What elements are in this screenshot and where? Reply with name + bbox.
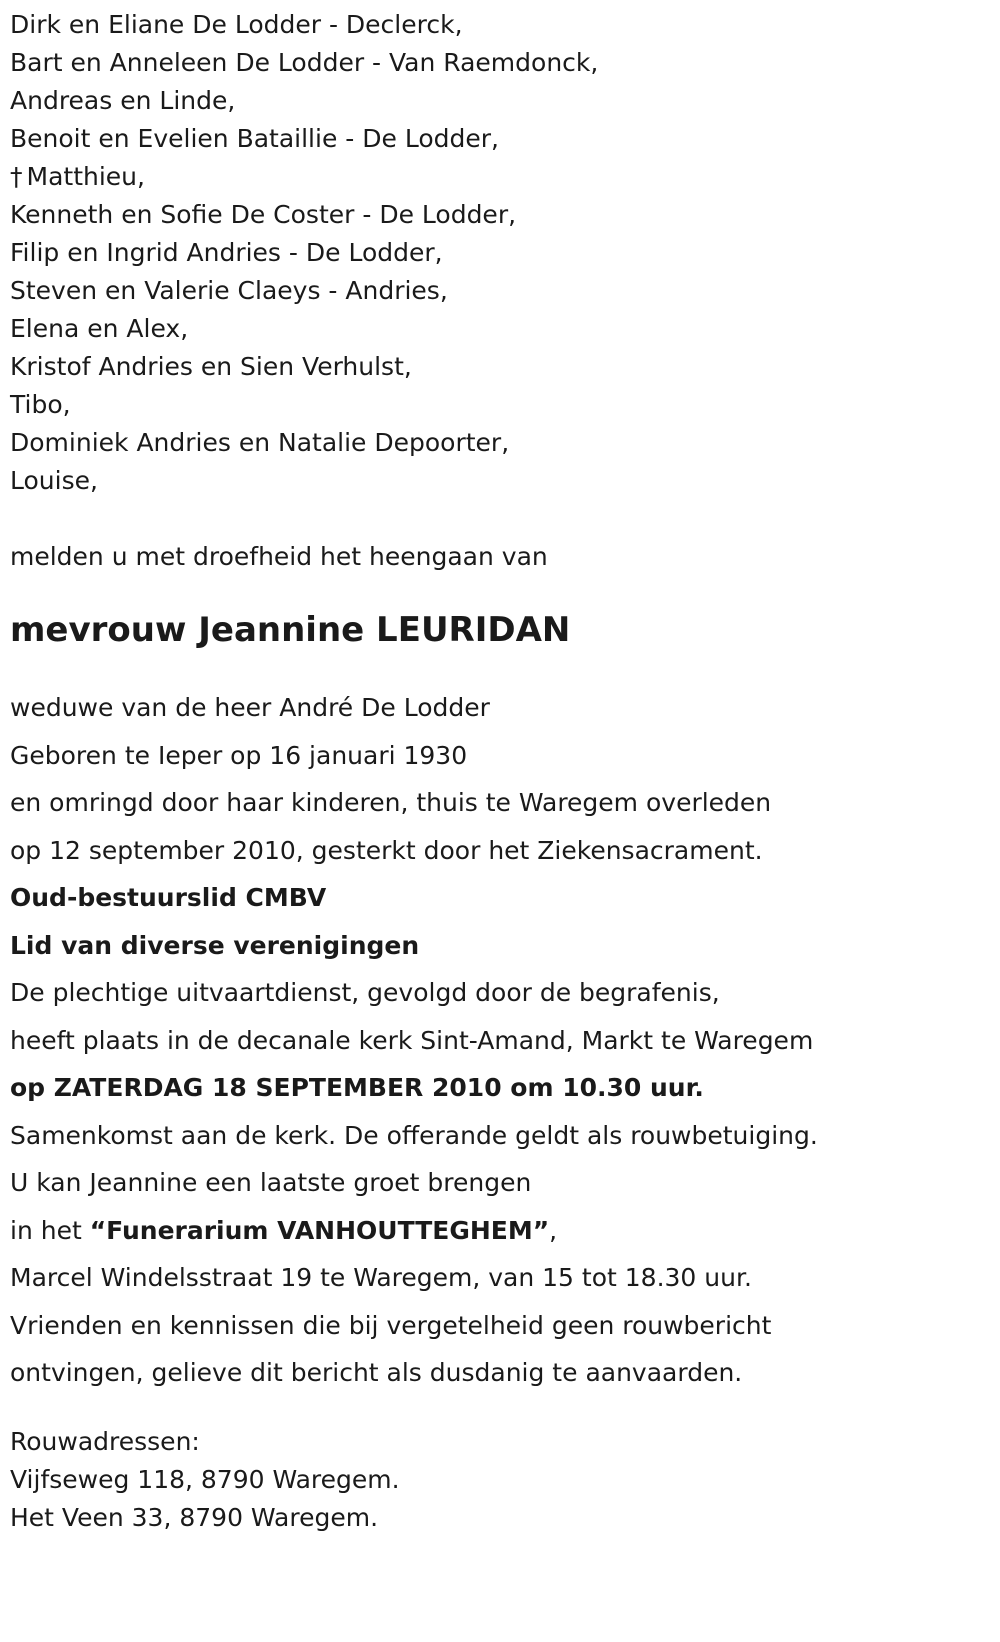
funeral-home-name: “Funerarium VANHOUTTEGHEM” [89, 1215, 550, 1245]
farewell-suffix: , [549, 1215, 558, 1245]
family-list [10, 6, 990, 500]
family-line-deceased [10, 158, 990, 196]
family-line: Steven en Valerie Claeys - Andries, [10, 276, 448, 305]
widow-of: weduwe van de heer André De Lodder [10, 693, 490, 722]
family-line-name: Matthieu, [26, 162, 145, 191]
birth-info: Geboren te Ieper op 16 januari 1930 [10, 740, 468, 770]
address-line: Het Veen 33, 8790 Waregem. [10, 1502, 379, 1532]
family-line: Filip en Ingrid Andries - De Lodder, [10, 238, 443, 267]
details-block [10, 684, 990, 1397]
address-line: Vijfseweg 118, 8790 Waregem. [10, 1464, 400, 1494]
family-line: Kristof Andries en Sien Verhulst, [10, 352, 412, 381]
cross-icon: † [10, 162, 23, 191]
family-line: Bart en Anneleen De Lodder - Van Raemdonck, [10, 48, 599, 77]
announcement: melden u met droefheid het heengaan van [10, 542, 548, 571]
farewell-prefix: in het [10, 1215, 90, 1245]
obituary-notice [10, 0, 990, 1537]
role-line1: Oud-bestuurslid CMBV [10, 883, 327, 912]
family-line: Dominiek Andries en Natalie Depoorter, [10, 428, 510, 457]
service-date: op ZATERDAG 18 SEPTEMBER 2010 om 10.30 uur. [10, 1073, 704, 1102]
deceased-name: mevrouw Jeannine LEURIDAN [10, 610, 571, 650]
death-info-line1: en omringd door haar kinderen, thuis te Waregem overleden [10, 788, 772, 817]
farewell-line2 [10, 1207, 990, 1255]
notice-line2: ontvingen, gelieve dit bericht als dusdanig te aanvaarden. [10, 1358, 743, 1387]
family-line: Louise, [10, 466, 98, 495]
family-line: Elena en Alex, [10, 314, 189, 343]
farewell-line1: U kan Jeannine een laatste groet brengen [10, 1168, 532, 1197]
gathering-info: Samenkomst aan de kerk. De offerande geldt als rouwbetuiging. [10, 1120, 818, 1150]
service-line1: De plechtige uitvaartdienst, gevolgd door de begrafenis, [10, 978, 720, 1007]
role-line2: Lid van diverse verenigingen [10, 930, 420, 960]
family-line: Kenneth en Sofie De Coster - De Lodder, [10, 200, 517, 229]
addresses-heading: Rouwadressen: [10, 1426, 200, 1456]
family-line: Tibo, [10, 390, 71, 419]
funeral-home-address: Marcel Windelsstraat 19 te Waregem, van 15 tot 18.30 uur. [10, 1263, 752, 1292]
death-info-line2: op 12 september 2010, gesterkt door het Ziekensacrament. [10, 835, 763, 865]
mourning-addresses [10, 1423, 990, 1537]
family-line: Benoit en Evelien Bataillie - De Lodder, [10, 124, 499, 153]
notice-line1: Vrienden en kennissen die bij vergetelheid geen rouwbericht [10, 1310, 772, 1340]
family-line: Dirk en Eliane De Lodder - Declerck, [10, 10, 463, 39]
service-line2: heeft plaats in de decanale kerk Sint-Amand, Markt te Waregem [10, 1025, 814, 1055]
family-line: Andreas en Linde, [10, 86, 236, 115]
